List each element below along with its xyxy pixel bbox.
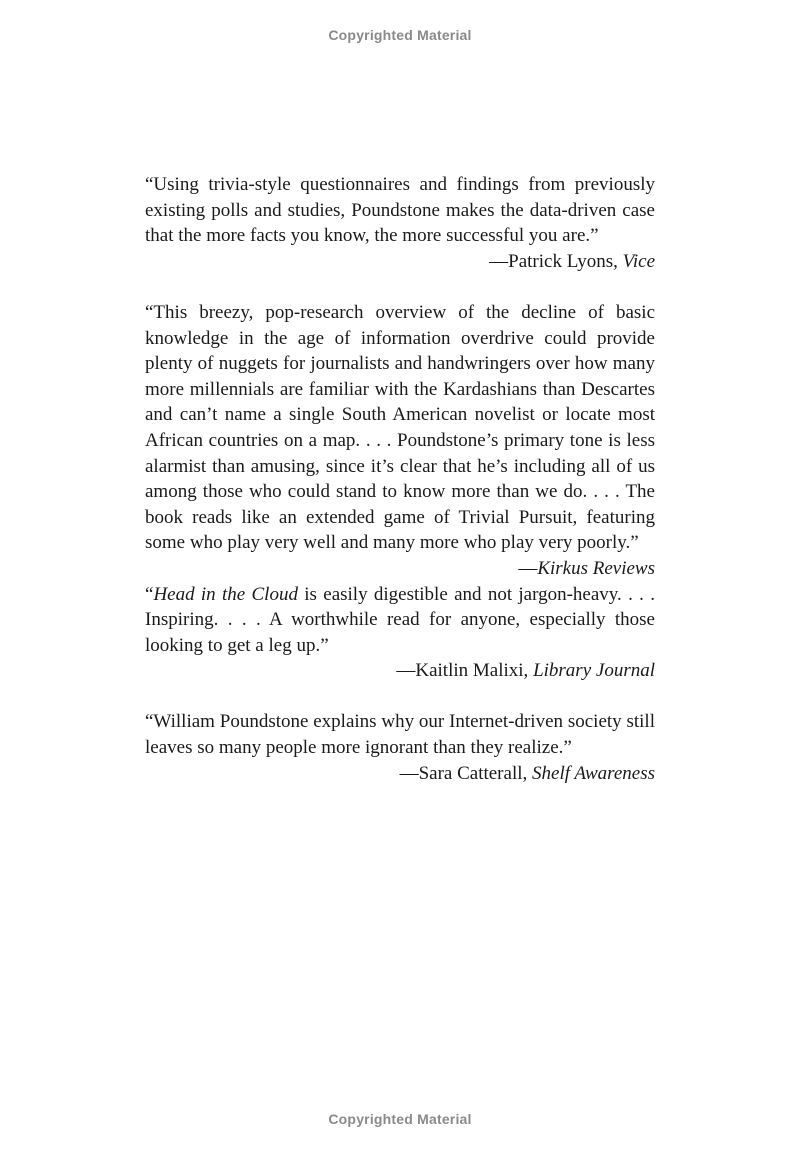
blurb-quote: “William Poundstone explains why our Internet-driven society still leaves so many people more ignorant than they realize.” [145,711,655,759]
blurb-vice [145,172,655,274]
blurb-quote: “Using trivia-style questionnaires and findings from previously existing polls and studies, Poundstone makes the data-driven case that the more facts you know, the more successful you are.” [145,174,655,247]
blurb-quote [145,582,655,659]
blurb-author: Kaitlin Malixi, [415,660,534,682]
em-dash: — [396,660,416,682]
blurb-source: Vice [622,250,655,272]
blurb-source: Shelf Awareness [532,762,655,784]
blurb-attribution [518,556,655,582]
copyright-watermark-bottom: Copyrighted Material [328,1111,472,1127]
em-dash: — [489,250,509,272]
copyright-watermark-top: Copyrighted Material [328,27,472,43]
book-title: Head in the Cloud [153,583,298,605]
praise-page [145,172,655,812]
blurb-library-journal [145,582,655,684]
em-dash: — [518,557,538,579]
blurb-kirkus [145,300,655,579]
blurb-quote-text: “This breezy, pop-research overview of the decline of basic knowledge in the age of information overdrive could provide plenty of nuggets for journalists and handwringers over how many more millennials are familiar with the Kardashians than Descartes and can’t name a single South American novelist or locate most African countries on a map. . . . Poundstone’s primary tone is less alarmist than amusing, since it’s clear that he’s including all of us among those who could stand to know more than we do. . . . The book reads like an extended game of Trivial Pursuit, featuring some who play very well and many more who play very poorly.” [145,301,655,554]
blurb-attribution [145,761,655,787]
blurb-source: Kirkus Reviews [537,557,655,579]
blurb-attribution [145,249,655,275]
em-dash: — [399,762,419,784]
quote-open-mark: “ [145,583,154,605]
blurb-shelf-awareness [145,709,655,786]
blurb-source: Library Journal [533,660,655,682]
blurb-author: Sara Catterall, [418,762,533,784]
blurb-author: Patrick Lyons, [508,250,623,272]
blurb-quote [145,300,655,579]
blurb-attribution [145,658,655,684]
blurb-quote-text: is easily digestible and not jargon-heavy. . . . Inspiring. . . . A worthwhile read for anyone, especially those looking to get a leg up.” [145,583,655,656]
